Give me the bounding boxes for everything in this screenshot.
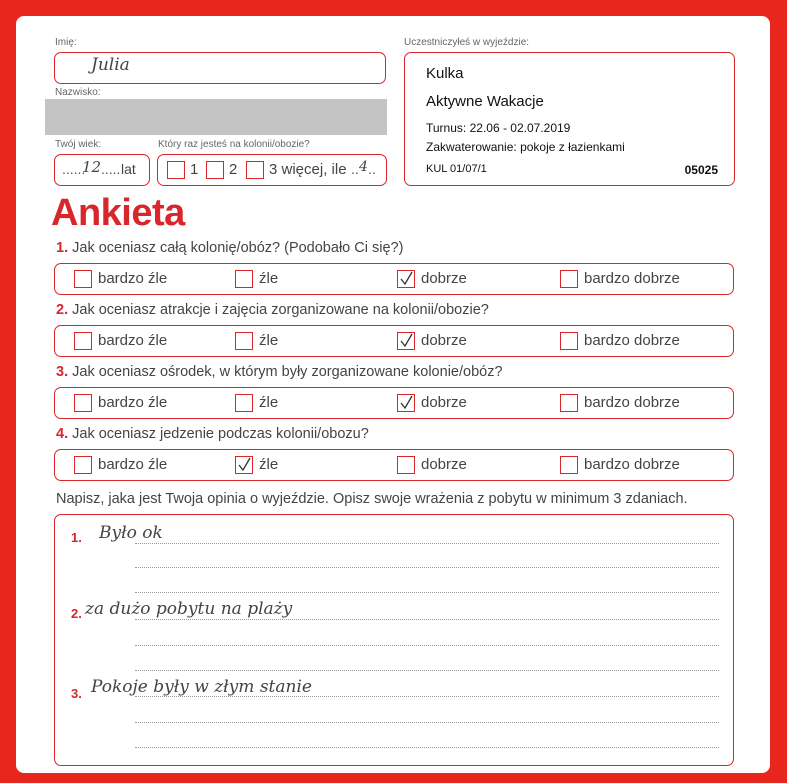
answer-option-label: bardzo źle	[98, 456, 168, 473]
answer-option-label: źle	[259, 456, 279, 473]
survey-title: Ankieta	[51, 192, 185, 234]
question-text: Jak oceniasz atrakcje i zajęcia zorganizowane na kolonii/obozie?	[72, 302, 489, 318]
times-checkbox-1[interactable]	[167, 161, 185, 179]
name-value: Julia	[91, 55, 130, 75]
question-3	[56, 364, 503, 380]
answer-checkbox-2[interactable]	[235, 270, 253, 288]
age-field[interactable]: ...... 12 ..... lat	[54, 154, 150, 186]
times-checkbox-3[interactable]	[246, 161, 264, 179]
answer-option-label: dobrze	[421, 270, 467, 287]
question-2	[56, 302, 489, 318]
answer-checkbox-3[interactable]	[397, 394, 415, 412]
answer-checkbox-3[interactable]	[397, 456, 415, 474]
opinion-num-2: 2.	[71, 606, 82, 621]
trip-number: 05025	[684, 163, 718, 177]
turnus-value: 22.06 - 02.07.2019	[469, 121, 571, 135]
answer-option-label: bardzo dobrze	[584, 394, 680, 411]
age-value: 12	[82, 158, 102, 176]
times-field: 1 2 3 więcej, ile .. 4 ..	[157, 154, 387, 186]
answer-option-label: bardzo dobrze	[584, 456, 680, 473]
answer-row-4	[54, 449, 734, 481]
question-text: Jak oceniasz ośrodek, w którym były zorganizowane kolonie/obóz?	[72, 364, 503, 380]
accommodation-value: pokoje z łazienkami	[520, 140, 625, 154]
question-number: 2.	[56, 302, 69, 318]
answer-checkbox-2[interactable]	[235, 456, 253, 474]
checkmark-icon	[236, 457, 252, 473]
question-1	[56, 240, 403, 256]
question-number: 3.	[56, 364, 69, 380]
trip-program: Aktywne Wakacje	[426, 93, 544, 110]
age-unit: lat	[121, 161, 136, 177]
answer-option-label: dobrze	[421, 332, 467, 349]
question-number: 4.	[56, 426, 69, 442]
answer-checkbox-3[interactable]	[397, 270, 415, 288]
question-4	[56, 426, 369, 442]
accommodation-label: Zakwaterowanie:	[426, 140, 517, 154]
surname-label: Nazwisko:	[55, 87, 101, 98]
opinion-num-1: 1.	[71, 530, 82, 545]
opinion-text-1: Było ok	[99, 523, 163, 543]
answer-row-1	[54, 263, 734, 295]
participant-label: Uczestniczyłeś w wyjeździe:	[404, 37, 530, 48]
question-number: 1.	[56, 240, 69, 256]
answer-checkbox-2[interactable]	[235, 394, 253, 412]
answer-option-label: bardzo dobrze	[584, 332, 680, 349]
checkmark-icon	[398, 271, 414, 287]
answer-checkbox-1[interactable]	[74, 332, 92, 350]
answer-checkbox-4[interactable]	[560, 394, 578, 412]
answer-checkbox-2[interactable]	[235, 332, 253, 350]
answer-option-label: bardzo źle	[98, 394, 168, 411]
answer-option-label: bardzo źle	[98, 270, 168, 287]
opinion-text-3: Pokoje były w złym stanie	[91, 677, 312, 697]
answer-checkbox-4[interactable]	[560, 456, 578, 474]
answer-checkbox-1[interactable]	[74, 270, 92, 288]
question-text: Jak oceniasz jedzenie podczas kolonii/obozu?	[72, 426, 369, 442]
times-checkbox-2[interactable]	[206, 161, 224, 179]
checkmark-icon	[398, 395, 414, 411]
answer-checkbox-1[interactable]	[74, 394, 92, 412]
answer-checkbox-4[interactable]	[560, 332, 578, 350]
survey-sheet	[16, 16, 770, 773]
answer-option-label: bardzo źle	[98, 332, 168, 349]
answer-checkbox-1[interactable]	[74, 456, 92, 474]
answer-row-2	[54, 325, 734, 357]
answer-option-label: źle	[259, 394, 279, 411]
answer-checkbox-4[interactable]	[560, 270, 578, 288]
answer-option-label: dobrze	[421, 456, 467, 473]
times-option-1: 1	[190, 161, 199, 178]
opinion-text-2: za dużo pobytu na plaży	[85, 599, 293, 619]
answer-option-label: źle	[259, 270, 279, 287]
turnus-label: Turnus:	[426, 121, 467, 135]
name-label: Imię:	[55, 37, 77, 48]
times-value: 4	[359, 159, 368, 175]
name-field[interactable]	[54, 52, 386, 84]
opinion-num-3: 3.	[71, 686, 82, 701]
answer-option-label: dobrze	[421, 394, 467, 411]
trip-info-box	[404, 52, 735, 186]
trip-name: Kulka	[426, 65, 464, 82]
answer-option-label: bardzo dobrze	[584, 270, 680, 287]
answer-option-label: źle	[259, 332, 279, 349]
times-label: Który raz jesteś na kolonii/obozie?	[158, 139, 310, 150]
surname-redacted	[45, 99, 387, 135]
answer-row-3	[54, 387, 734, 419]
opinion-box[interactable]	[54, 514, 734, 766]
answer-checkbox-3[interactable]	[397, 332, 415, 350]
opinion-prompt: Napisz, jaka jest Twoja opinia o wyjeździe. Opisz swoje wrażenia z pobytu w minimum 3 zdaniach.	[56, 491, 688, 507]
age-label: Twój wiek:	[55, 139, 102, 150]
times-option-2: 2	[229, 161, 238, 178]
checkmark-icon	[398, 333, 414, 349]
trip-code: KUL 01/07/1	[426, 163, 487, 175]
times-option-3: 3 więcej, ile	[269, 161, 347, 178]
question-text: Jak oceniasz całą kolonię/obóz? (Podobało Ci się?)	[72, 240, 404, 256]
